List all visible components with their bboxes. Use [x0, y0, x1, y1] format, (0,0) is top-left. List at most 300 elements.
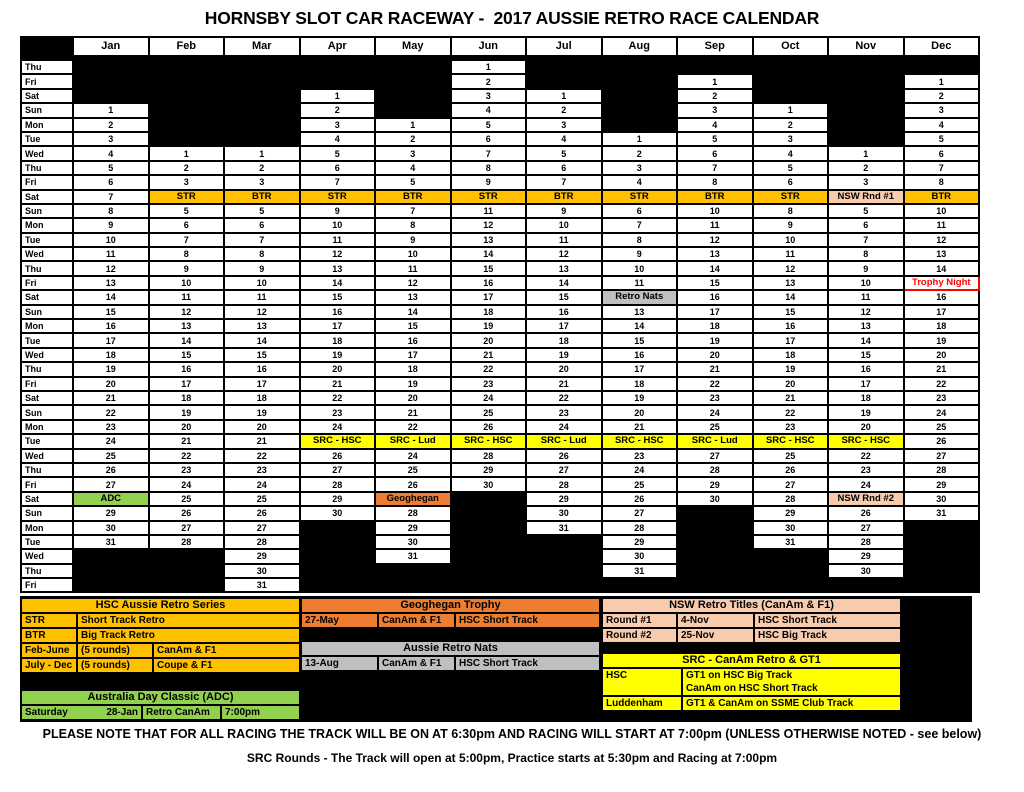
day-label: Sat: [21, 492, 73, 506]
day-label: Sat: [21, 290, 73, 304]
day-label: Mon: [21, 319, 73, 333]
date-cell: 8: [375, 218, 451, 232]
date-cell: 28: [677, 463, 753, 477]
date-cell: 31: [526, 521, 602, 535]
day-label: Fri: [21, 377, 73, 391]
day-label: Fri: [21, 276, 73, 290]
date-cell: 28: [904, 463, 980, 477]
empty-cell: [753, 578, 829, 592]
date-cell: 8: [149, 247, 225, 261]
empty-cell: [73, 89, 149, 103]
empty-cell: [677, 521, 753, 535]
date-cell: 11: [224, 290, 300, 304]
date-cell: 7: [828, 233, 904, 247]
empty-cell: [149, 564, 225, 578]
date-cell: 5: [375, 175, 451, 189]
date-cell: 22: [224, 449, 300, 463]
date-cell: 15: [753, 305, 829, 319]
date-cell: 16: [375, 333, 451, 347]
date-cell: 26: [753, 463, 829, 477]
empty-cell: [149, 132, 225, 146]
empty-cell: [677, 564, 753, 578]
date-cell: 17: [300, 319, 376, 333]
date-cell: 20: [677, 348, 753, 362]
empty-cell: [300, 58, 376, 74]
event-cell: SRC - Lud: [677, 434, 753, 448]
day-label: Tue: [21, 132, 73, 146]
date-cell: 1: [753, 103, 829, 117]
day-label: Wed: [21, 549, 73, 563]
date-cell: 10: [753, 233, 829, 247]
date-cell: 18: [677, 319, 753, 333]
date-cell: 7: [375, 204, 451, 218]
date-cell: 14: [375, 305, 451, 319]
month-header: Jul: [526, 37, 602, 58]
legend-cell: 13-Aug: [300, 655, 379, 672]
date-cell: 14: [451, 247, 527, 261]
day-label: Sun: [21, 405, 73, 419]
date-cell: 11: [828, 290, 904, 304]
date-cell: 9: [149, 261, 225, 275]
date-cell: 23: [828, 463, 904, 477]
date-cell: 23: [602, 449, 678, 463]
date-cell: 24: [375, 449, 451, 463]
date-cell: 2: [149, 161, 225, 175]
event-cell: ADC: [73, 492, 149, 506]
date-cell: 23: [451, 377, 527, 391]
date-cell: 10: [375, 247, 451, 261]
date-cell: 18: [828, 391, 904, 405]
date-cell: 3: [753, 132, 829, 146]
date-cell: 3: [451, 89, 527, 103]
date-cell: 3: [904, 103, 980, 117]
empty-cell: [149, 74, 225, 88]
date-cell: 6: [526, 161, 602, 175]
date-cell: 3: [677, 103, 753, 117]
date-cell: 13: [602, 305, 678, 319]
empty-cell: [904, 549, 980, 563]
date-cell: 28: [753, 492, 829, 506]
date-cell: 10: [149, 276, 225, 290]
date-cell: 15: [224, 348, 300, 362]
date-cell: 11: [526, 233, 602, 247]
legend-cell: Round #1: [601, 612, 678, 629]
date-cell: 18: [602, 377, 678, 391]
legend-cell: Short Track Retro: [76, 612, 301, 629]
day-label: Fri: [21, 74, 73, 88]
date-cell: 24: [677, 405, 753, 419]
event-cell: SRC - HSC: [451, 434, 527, 448]
day-label: Sat: [21, 190, 73, 204]
footer-note-2: SRC Rounds - The Track will open at 5:00pm, Practice starts at 5:30pm and Racing at 7:00pm: [246, 751, 778, 765]
empty-cell: [677, 535, 753, 549]
date-cell: 19: [677, 333, 753, 347]
date-cell: 7: [677, 161, 753, 175]
date-cell: 2: [224, 161, 300, 175]
date-cell: 14: [753, 290, 829, 304]
date-cell: 13: [300, 261, 376, 275]
empty-cell: [677, 506, 753, 520]
date-cell: 12: [224, 305, 300, 319]
legend-hsc-title: HSC Aussie Retro Series: [20, 597, 301, 614]
empty-cell: [753, 74, 829, 88]
date-cell: 22: [526, 391, 602, 405]
date-cell: 1: [375, 118, 451, 132]
date-cell: 23: [904, 391, 980, 405]
empty-cell: [602, 103, 678, 117]
date-cell: 28: [375, 506, 451, 520]
empty-cell: [526, 74, 602, 88]
date-cell: 13: [73, 276, 149, 290]
date-cell: 17: [828, 377, 904, 391]
empty-cell: [451, 492, 527, 506]
date-cell: 19: [73, 362, 149, 376]
empty-cell: [149, 118, 225, 132]
empty-cell: [224, 74, 300, 88]
date-cell: 21: [73, 391, 149, 405]
event-cell: STR: [753, 190, 829, 204]
date-cell: 27: [149, 521, 225, 535]
date-cell: 20: [224, 420, 300, 434]
date-cell: 2: [526, 103, 602, 117]
date-cell: 19: [904, 333, 980, 347]
date-cell: 30: [753, 521, 829, 535]
date-cell: 1: [224, 146, 300, 160]
date-cell: 15: [73, 305, 149, 319]
date-cell: 19: [224, 405, 300, 419]
empty-cell: [828, 132, 904, 146]
date-cell: 6: [677, 146, 753, 160]
date-cell: 8: [224, 247, 300, 261]
date-cell: 14: [602, 319, 678, 333]
date-cell: 7: [73, 190, 149, 204]
date-cell: 28: [828, 535, 904, 549]
event-cell: STR: [602, 190, 678, 204]
empty-cell: [677, 578, 753, 592]
empty-cell: [224, 58, 300, 74]
date-cell: 29: [526, 492, 602, 506]
date-cell: 29: [753, 506, 829, 520]
date-cell: 5: [73, 161, 149, 175]
event-cell: BTR: [224, 190, 300, 204]
date-cell: 20: [451, 333, 527, 347]
date-cell: 28: [300, 477, 376, 491]
date-cell: 25: [451, 405, 527, 419]
empty-cell: [526, 564, 602, 578]
date-cell: 5: [526, 146, 602, 160]
date-cell: 13: [451, 233, 527, 247]
legend-cell: July - Dec: [20, 657, 78, 674]
date-cell: 4: [451, 103, 527, 117]
date-cell: 25: [224, 492, 300, 506]
empty-cell: [526, 549, 602, 563]
empty-cell: [753, 564, 829, 578]
legend-cell: GT1 & CanAm on SSME Club Track: [681, 695, 902, 712]
date-cell: 9: [753, 218, 829, 232]
date-cell: 20: [149, 420, 225, 434]
date-cell: 22: [451, 362, 527, 376]
empty-cell: [828, 103, 904, 117]
date-cell: 14: [904, 261, 980, 275]
date-cell: 10: [526, 218, 602, 232]
event-cell: SRC - HSC: [602, 434, 678, 448]
date-cell: 22: [149, 449, 225, 463]
empty-cell: [73, 578, 149, 592]
day-label: Wed: [21, 348, 73, 362]
day-label: Thu: [21, 161, 73, 175]
legend-row: [300, 612, 601, 629]
date-cell: 2: [828, 161, 904, 175]
date-cell: 27: [753, 477, 829, 491]
date-cell: 29: [828, 549, 904, 563]
legend-nsw-title: NSW Retro Titles (CanAm & F1): [601, 597, 902, 614]
event-cell: BTR: [375, 190, 451, 204]
date-cell: 15: [526, 290, 602, 304]
day-label: Sun: [21, 103, 73, 117]
empty-cell: [451, 564, 527, 578]
date-cell: 16: [149, 362, 225, 376]
date-cell: 10: [904, 204, 980, 218]
date-cell: 16: [753, 319, 829, 333]
date-cell: 4: [602, 175, 678, 189]
date-cell: 20: [73, 377, 149, 391]
date-cell: 10: [828, 276, 904, 290]
legend-cell: CanAm & F1: [377, 612, 456, 629]
empty-cell: [451, 506, 527, 520]
legend-cell: (5 rounds): [76, 642, 154, 659]
date-cell: 9: [375, 233, 451, 247]
legend-cell: Big Track Retro: [76, 627, 301, 644]
date-cell: 29: [300, 492, 376, 506]
date-cell: 13: [677, 247, 753, 261]
date-cell: 23: [526, 405, 602, 419]
empty-cell: [149, 58, 225, 74]
date-cell: 26: [73, 463, 149, 477]
date-cell: 11: [753, 247, 829, 261]
date-cell: 7: [602, 218, 678, 232]
date-cell: 18: [753, 348, 829, 362]
date-cell: 26: [904, 434, 980, 448]
date-cell: 15: [300, 290, 376, 304]
date-cell: 18: [300, 333, 376, 347]
date-cell: 4: [300, 132, 376, 146]
date-cell: 11: [375, 261, 451, 275]
legend-adc-day: Saturday: [25, 707, 68, 718]
date-cell: 9: [224, 261, 300, 275]
day-label: Wed: [21, 247, 73, 261]
date-cell: 27: [300, 463, 376, 477]
date-cell: 4: [526, 132, 602, 146]
legend-cell: [20, 704, 143, 721]
legend-geoghegan: [300, 597, 601, 629]
date-cell: 25: [753, 449, 829, 463]
legend-cell: HSC Short Track: [454, 655, 601, 672]
date-cell: 8: [602, 233, 678, 247]
date-cell: 1: [526, 89, 602, 103]
date-cell: 30: [451, 477, 527, 491]
date-cell: 14: [828, 333, 904, 347]
date-cell: 24: [149, 477, 225, 491]
date-cell: 12: [526, 247, 602, 261]
event-cell: SRC - Lud: [375, 434, 451, 448]
empty-cell: [753, 549, 829, 563]
date-cell: 23: [149, 463, 225, 477]
date-cell: 1: [828, 146, 904, 160]
date-cell: 25: [73, 449, 149, 463]
date-cell: 17: [904, 305, 980, 319]
empty-cell: [375, 58, 451, 74]
date-cell: 11: [149, 290, 225, 304]
date-cell: 16: [224, 362, 300, 376]
month-header: Feb: [149, 37, 225, 58]
date-cell: 28: [451, 449, 527, 463]
month-header: Jan: [73, 37, 149, 58]
day-label: Mon: [21, 420, 73, 434]
date-cell: 2: [904, 89, 980, 103]
legend-row: [601, 667, 902, 697]
legend-adc: [20, 689, 301, 721]
date-cell: 27: [224, 521, 300, 535]
date-cell: 2: [375, 132, 451, 146]
month-header: Aug: [602, 37, 678, 58]
empty-cell: [300, 521, 376, 535]
empty-cell: [904, 564, 980, 578]
day-label: Tue: [21, 333, 73, 347]
date-cell: 24: [224, 477, 300, 491]
empty-cell: [149, 578, 225, 592]
date-cell: 18: [224, 391, 300, 405]
legend-cell: HSC Short Track: [454, 612, 601, 629]
date-cell: 24: [602, 463, 678, 477]
day-label: Mon: [21, 521, 73, 535]
legend-retro-nats: [300, 640, 601, 672]
date-cell: 17: [451, 290, 527, 304]
empty-cell: [300, 74, 376, 88]
date-cell: 14: [224, 333, 300, 347]
empty-cell: [300, 564, 376, 578]
date-cell: 31: [73, 535, 149, 549]
empty-cell: [451, 535, 527, 549]
date-cell: 18: [526, 333, 602, 347]
date-cell: 29: [375, 521, 451, 535]
day-label: Tue: [21, 535, 73, 549]
date-cell: 4: [375, 161, 451, 175]
month-header: Apr: [300, 37, 376, 58]
empty-cell: [602, 89, 678, 103]
date-cell: 27: [828, 521, 904, 535]
empty-cell: [149, 103, 225, 117]
month-header: Jun: [451, 37, 527, 58]
date-cell: 28: [149, 535, 225, 549]
legend-cell: (5 rounds): [76, 657, 154, 674]
date-cell: 24: [73, 434, 149, 448]
date-cell: 21: [526, 377, 602, 391]
date-cell: 16: [451, 276, 527, 290]
date-cell: 23: [300, 405, 376, 419]
date-cell: 17: [224, 377, 300, 391]
day-label: Wed: [21, 146, 73, 160]
empty-cell: [375, 564, 451, 578]
date-cell: 27: [904, 449, 980, 463]
date-cell: 6: [451, 132, 527, 146]
legend-cell: HSC Big Track: [753, 627, 902, 644]
date-cell: 31: [224, 578, 300, 592]
event-cell: SRC - HSC: [753, 434, 829, 448]
date-cell: 20: [602, 405, 678, 419]
date-cell: 28: [602, 521, 678, 535]
date-cell: 15: [451, 261, 527, 275]
legend-row: [20, 657, 301, 674]
empty-cell: [526, 535, 602, 549]
date-cell: 12: [300, 247, 376, 261]
date-cell: 19: [375, 377, 451, 391]
date-cell: 30: [602, 549, 678, 563]
date-cell: 9: [526, 204, 602, 218]
date-cell: 6: [828, 218, 904, 232]
empty-cell: [828, 118, 904, 132]
empty-cell: [451, 521, 527, 535]
date-cell: 17: [375, 348, 451, 362]
date-cell: 10: [677, 204, 753, 218]
date-cell: 21: [375, 405, 451, 419]
date-cell: 1: [149, 146, 225, 160]
date-cell: 21: [677, 362, 753, 376]
date-cell: 25: [904, 420, 980, 434]
date-cell: 3: [602, 161, 678, 175]
date-cell: 12: [753, 261, 829, 275]
date-cell: 19: [300, 348, 376, 362]
empty-cell: [375, 578, 451, 592]
date-cell: 13: [904, 247, 980, 261]
date-cell: 31: [375, 549, 451, 563]
date-cell: 7: [451, 146, 527, 160]
legend-row: [300, 655, 601, 672]
date-cell: 13: [753, 276, 829, 290]
date-cell: 2: [73, 118, 149, 132]
date-cell: 26: [300, 449, 376, 463]
date-cell: 21: [149, 434, 225, 448]
date-cell: 22: [73, 405, 149, 419]
date-cell: 24: [828, 477, 904, 491]
date-cell: 16: [300, 305, 376, 319]
date-cell: 15: [149, 348, 225, 362]
empty-cell: [753, 89, 829, 103]
date-cell: 4: [753, 146, 829, 160]
event-cell: Geoghegan: [375, 492, 451, 506]
date-cell: 20: [375, 391, 451, 405]
date-cell: 9: [73, 218, 149, 232]
date-cell: 12: [451, 218, 527, 232]
date-cell: 23: [224, 463, 300, 477]
legend-cell: CanAm & F1: [152, 642, 301, 659]
date-cell: 16: [602, 348, 678, 362]
empty-cell: [300, 535, 376, 549]
date-cell: 7: [300, 175, 376, 189]
date-cell: 1: [677, 74, 753, 88]
empty-cell: [904, 521, 980, 535]
date-cell: 21: [451, 348, 527, 362]
date-cell: 26: [526, 449, 602, 463]
date-cell: 30: [375, 535, 451, 549]
date-cell: 27: [602, 506, 678, 520]
date-cell: 23: [73, 420, 149, 434]
date-cell: 14: [677, 261, 753, 275]
date-cell: 8: [828, 247, 904, 261]
date-cell: 5: [677, 132, 753, 146]
date-cell: 2: [602, 146, 678, 160]
date-cell: 26: [602, 492, 678, 506]
legend-cell: Coupe & F1: [152, 657, 301, 674]
